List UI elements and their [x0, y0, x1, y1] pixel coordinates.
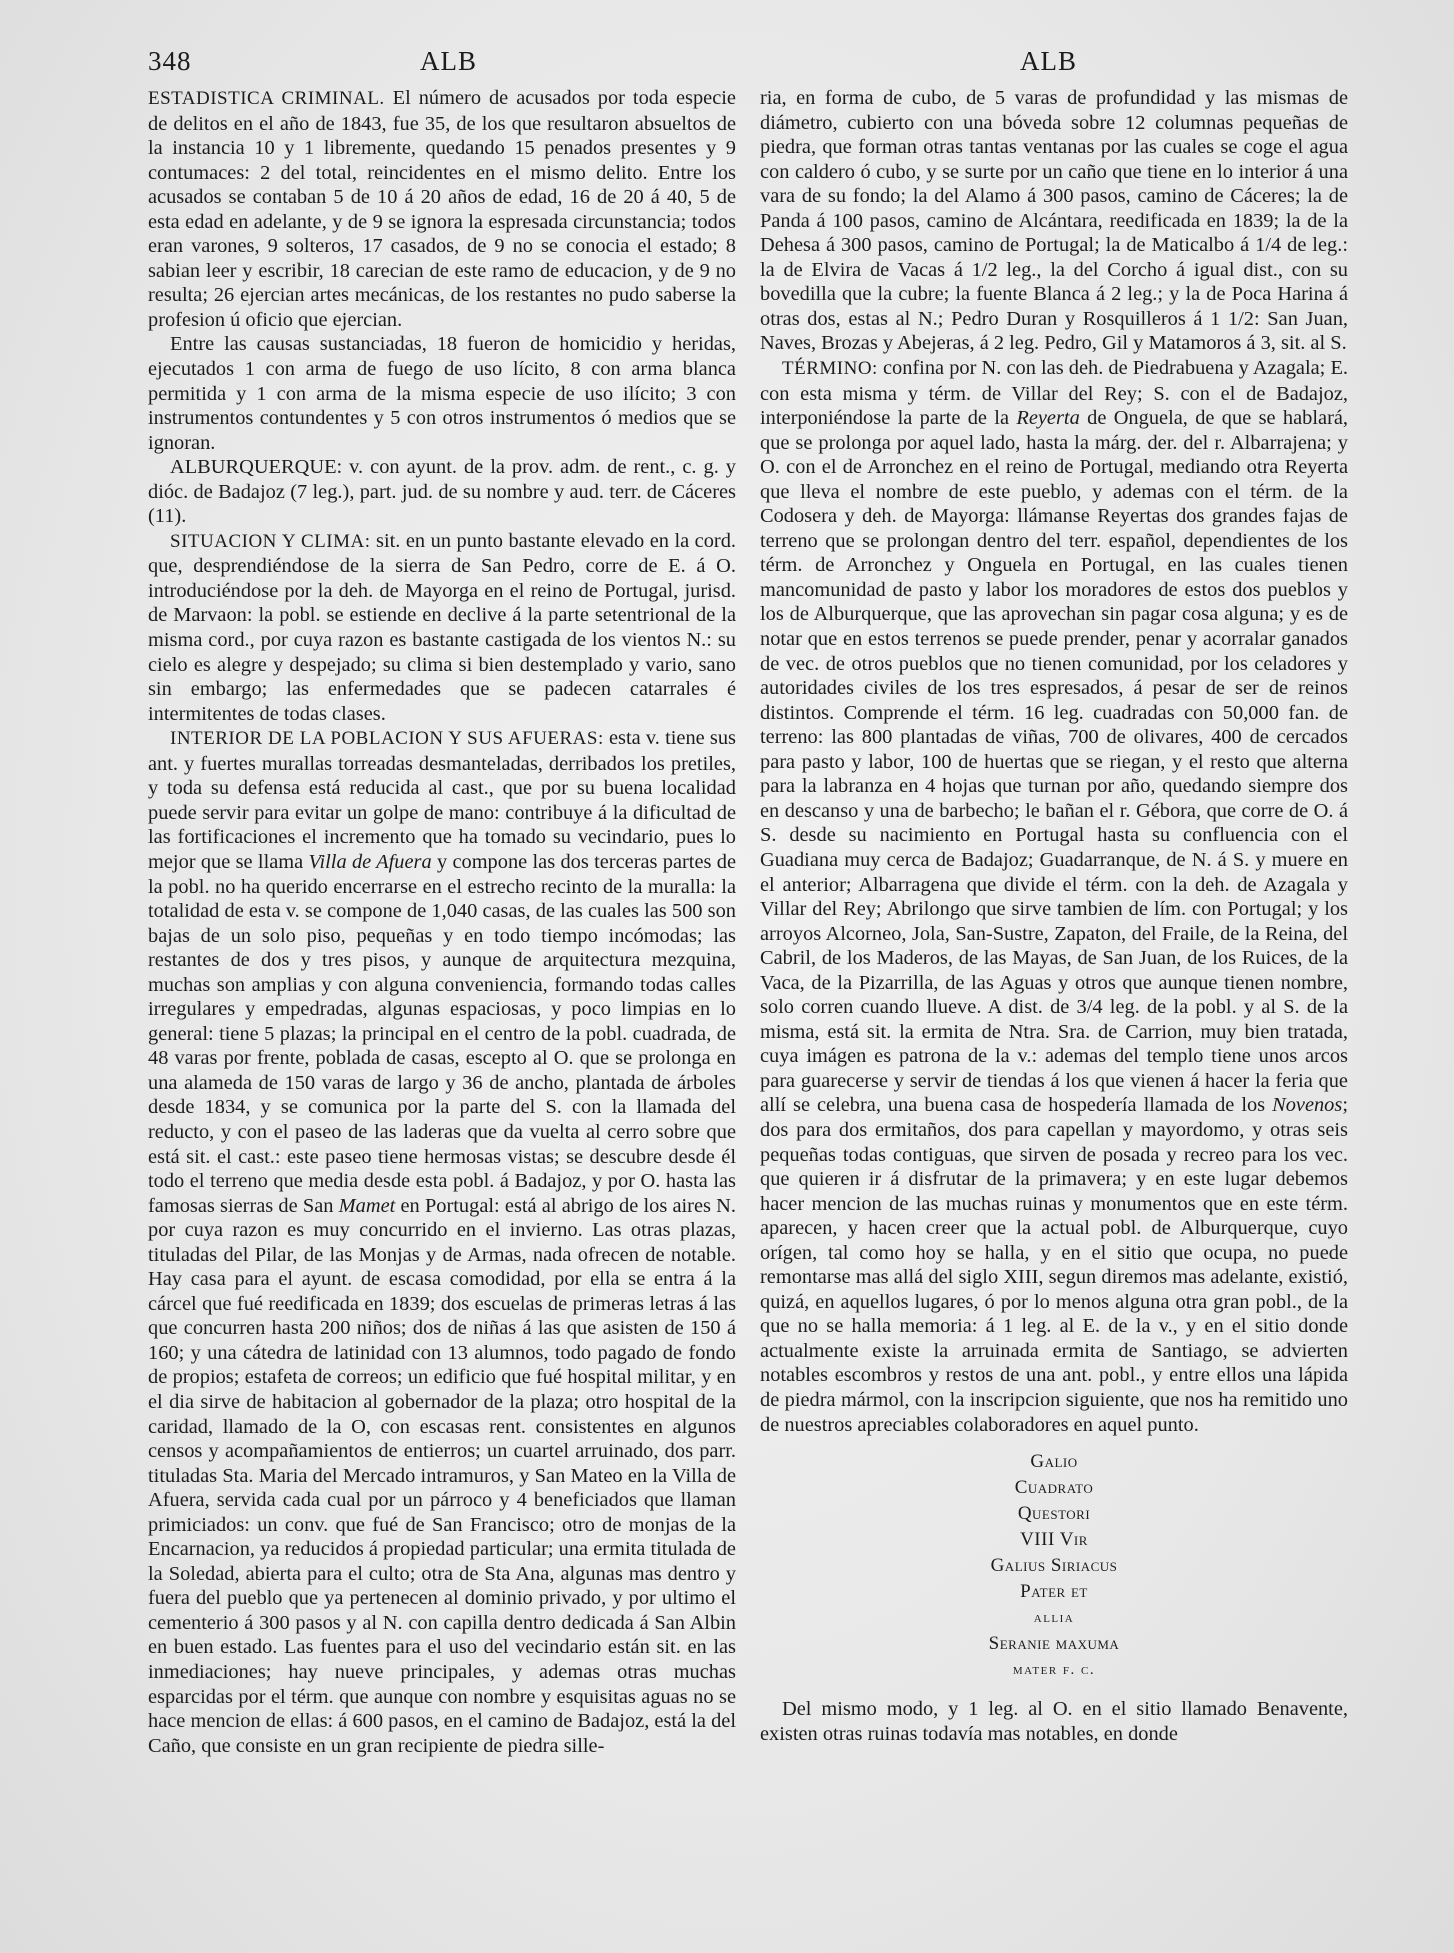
italic-term: Reyerta [1016, 407, 1080, 430]
inscription [760, 1449, 1348, 1683]
left-column [148, 86, 736, 1758]
inscription-line: Questori [1017, 1503, 1091, 1525]
italic-term: Villa de Afuera [308, 850, 432, 873]
paragraph-fuentes: ria, en forma de cubo, de 5 varas de profundidad y las mismas de diámetro, cubierto con una bóveda sobre 12 columnas pequeñas de piedra, que forman otras tantas ventanas por las cuales se coge el agua con caldero ó cubo, y se surte por un caño que tiene en lo interior á una vara de su fondo; la del Alamo á 300 pasos, camino de Cáceres; la de Panda á 100 pasos, camino de Alcántara, reedificada en 1839; la de la Dehesa á 300 pasos, camino de Portugal; la de Maticalbo á 1/4 de leg.: la de Elvira de Vacas á 1/2 leg., la del Corcho á igual dist., con su bovedilla que la cubre; la fuente Blanca á 2 leg.; y la de Poca Harina á otras dos, estas al N.; Pedro Duran y Rosquilleros á 1 1/2: San Juan, Naves, Brozas y Abejeras, á 2 leg. Pedro, Gil y Matamoros á 3, sit. al S. [760, 87, 1348, 355]
right-column [760, 86, 1348, 1746]
entry-alburquerque [148, 455, 736, 529]
paragraph-text: y compone las dos terceras partes de la pobl. no ha querido encerrarse en el estrecho recinto de la muralla: la totalidad de esta v. se compone de 1,040 casas, de las cuales las 500 son bajas de un solo piso, pequeñas y en todo tiempo incómodas; las restantes de dos y tres pisos, y aunque de arquitectura mezquina, muchas son amplias y con alguna conveniencia, formando todas calles irregulares y empedradas, algunas espaciosas, y poco limpias en lo general: tiene 5 plazas; la principal en el centro de la pobl. cuadrada, de 48 varas por frente, poblada de casas, escepto al O. que se prolonga en una alameda de 150 varas de largo y 36 de ancho, plantada de árboles desde 1834, y se comunica por la parte del S. con la llamada del reducto, y con el paseo de las laderas que da vuelta al cerro sobre que está sit. el cast.: este paseo tiene hermosas vistas; se descubre desde él todo el terreno que media desde esta pobl. á Badajoz, y por O. hasta las famosas sierras de San [148, 850, 737, 1217]
italic-term: Mamet [338, 1194, 396, 1217]
paragraph-causas: Entre las causas sustanciadas, 18 fueron de homicidio y heridas, ejecutados 1 con arma de fuego de uso lícito, 8 con arma blanca permitida y 1 con arma de la misma especie de uso ilícito; 3 con instrumentos contundentes y 5 con otros instrumentos ó medios que se ignoran. [148, 333, 736, 454]
paragraph-text: El número de acusados por toda especie de delitos en el año de 1843, fue 35, de los que resultaron absueltos de la instancia 10 y 1 libremente, quedando 15 penados presentes y 9 contumaces: 2 del total, reincidentes en el mismo delito. Entre los acusados se contaban 5 de 10 á 20 años de edad, 16 de 20 á 40, 5 de esta edad en adelante, y de 9 se ignora la espresada circunstancia; todos eran varones, 9 solteros, 17 casados, de 9 no se conocia el estado; 8 sabian leer y escribir, 18 carecian de este ramo de educacion, y de 9 no resulta; 26 ejercian artes mecánicas, de los restantes no pudo saberse la profesion ú oficio que ejercian. [148, 87, 736, 331]
entry-heading: ALBURQUERQUE: [170, 456, 343, 479]
inscription-line: Cuadrato [1014, 1477, 1094, 1499]
paragraph-text: ; dos para dos ermitaños, dos para capellan y mayordomo, y otras seis pequeñas todas contiguas, que sirven de posada y recreo para los vec. que quieren ir á disfrutar de la primavera; y en este lugar debemos hacer mencion de las muchas ruinas y monumentos que en este térm. aparecen, y hacen creer que la actual pobl. de Alburquerque, cuyo orígen, tal como hoy se halla, y en el sitio que ocupa, no puede remontarse mas allá del siglo XIII, segun diremos mas adelante, existió, quizá, en aquellos lugares, ó por lo menos alguna otra gran pobl., de la que no se halla memoria: á 1 leg. al E. de la v., y en el sitio donde actualmente existe la arruinada ermita de Santiago, se advierten notables escombros y restos de una ant. pobl., y entre ellos una lápida de piedra mármol, con la inscripcion siguiente, que nos ha remitido uno de nuestros apreciables colaboradores en aquel punto. [760, 1094, 1348, 1436]
inscription-line: mater f. c. [1012, 1662, 1096, 1679]
paragraph-text: esta v. tiene sus ant. y fuertes murallas torreadas desmanteladas, derribados los pretiles, y toda su defensa está reducida al cast., que por su buena localidad puede servir para evitar un golpe de mano: contribuye á la dificultad de las fortificaciones el incremento que ha tomado su vecindario, pues lo mejor que se llama [148, 727, 736, 873]
inscription-line: Pater et [1020, 1581, 1088, 1603]
paragraph-situacion [148, 529, 736, 726]
paragraph-interior [148, 726, 736, 1758]
paragraph-text: confina por N. con las deh. de Piedrabuena y Azagala; E. con esta misma y térm. de Villar del Rey; S. con el de Badajoz, interponiéndose la parte de la [760, 357, 1348, 430]
running-head-left: ALB [420, 46, 477, 76]
entry-text: v. con ayunt. de la prov. adm. de rent., c. g. y dióc. de Badajoz (7 leg.), part. jud. de su nombre y aud. terr. de Cáceres (11). [148, 456, 736, 528]
paragraph-text: sit. en un punto bastante elevado en la cord. que, desprendiéndose de la sierra de San Pedro, corre de E. á O. introduciéndose por la deh. de Mayorga en el reino de Portugal, jurisd. de Marvaon: la pobl. se estiende en declive á la parte setentrional de la misma cord., por cuya razon es bastante castigada de los vientos N.: su cielo es alegre y despejado; su clima si bien destemplado y vario, sano sin embargo; las enfermedades que se padecen catarrales é intermitentes de todas clases. [148, 529, 736, 725]
paragraph-text: de Onguela, de que se hablará, que se prolonga por aquel lado, hasta la márg. der. del r. Albarrajena; y O. con el de Arronchez en el reino de Portugal, mediando otra Reyerta que lleva el nombre de este pueblo, y ademas con el térm. de la Codosera y deh. de Mayorga: llámanse Reyertas dos grandes fajas de terreno que se prolongan dentro del terr. español, dependientes de los térm. de Arronchez y Onguela en Portugal, en las cuales tienen mancomunidad de pasto y labor los moradores de estos dos pueblos y los de Alburquerque, que las aprovechan sin pagar cosa alguna; y es de notar que en estos terrenos se puede prender, penar y acorralar ganados de vec. de otros pueblos que no tienen comunidad, por los celadores y autoridades civiles de los tres espresados, á pesar de ser de reinos distintos. Comprende el térm. 16 leg. cuadradas con 50,000 fan. de terreno: las 800 plantadas de viñas, 700 de olivares, 400 de cercados para pasto y labor, 100 de huertas que se riegan, y el resto que alterna para la labranza en 4 hojas que turnan por año, quedando siempre dos en descanso y una de barbecho; le bañan el r. Gébora, que corre de O. á S. desde su nacimiento en Portugal hasta su confluencia con el Guadiana muy cerca de Badajoz; Guadarranque, de N. á S. y muere en el anterior; Albarragena que divide el térm. con la deh. de Azagala y Villar del Rey; Abrilongo que sirve tambien de lím. con Portugal; y los arroyos Alcorneo, Jola, San-Sustre, Zapaton, del Fraile, de la Reina, del Cabril, de los Maderos, de las Mayas, de San Juan, de los Ruices, de la Vaca, de la Pizarrilla, de las Aguas y otros que aunque tienen nombre, solo corren cuando llueve. A dist. de 3/4 leg. de la pobl. y al S. de la misma, está sit. la ermita de Ntra. Sra. de Carrion, muy bien tratada, cuya imágen es patrona de la v.: ademas del templo tiene unos arcos para guarecerse y servir de tiendas á los que vienen á hacer la feria que allí se celebra, una buena casa de hospedería llamada de los [760, 407, 1349, 1117]
section-heading: TÉRMINO: [782, 358, 878, 380]
paragraph-termino [760, 356, 1348, 1437]
inscription-line: allia [1033, 1610, 1075, 1627]
inscription-line: Galio [1030, 1451, 1078, 1473]
italic-term: Novenos [1272, 1094, 1343, 1117]
paragraph-text: en Portugal: está al abrigo de los aires N. por cuya razon es muy concurrido en el invierno. Las otras plazas, tituladas del Pilar, de las Monjas y de Armas, nada ofrecen de notable. Hay casa para el ayunt. de escasa comodidad, por ella se entra á la cárcel que fué reedificada en 1839; dos escuelas de primeras letras á las que concurren hasta 200 niños; dos de niñas á las que asisten de 150 á 160; y una cátedra de latinidad con 13 alumnos, todo pagado de fondo de propios; estafeta de correos; un edificio que fué hospital militar, y en el dia sirve de habitacion al gobernador de la plaza; otro hospital de la caridad, llamado de la O, con escasas rent. consistentes en algunos censos y acompañamientos de entierros; un cuartel arruinado, dos parr. tituladas Sta. Maria del Mercado intramuros, y San Mateo en la Villa de Afuera, servida cada cual por un párroco y 4 beneficiados que llaman primiciados: un conv. que fué de San Francisco; otro de monjas de la Encarnacion, ya reducidos á propiedad particular; una ermita titulada de la Soledad, abierta para el culto; otra de Sta Ana, algunas mas dentro y fuera del pueblo que ya pertenecen al dominio privado, y por ultimo el cementerio á 300 pasos y al N. con capilla dentro dedicada á San Albin en buen estado. Las fuentes para el uso del vecindario están sit. en las inmediaciones; hay nueve principales, y ademas otras muchas esparcidas por el térm. que aunque con nombre y esquisitas aguas no se hace mencion de ellas: á 600 pasos, en el camino de Badajoz, está la del Caño, que consiste en un gran recipiente de piedra sille- [148, 1194, 736, 1757]
inscription-line: VIII Vir [1020, 1529, 1088, 1551]
running-head-right: ALB [1020, 46, 1077, 76]
section-heading: INTERIOR DE LA POBLACION Y SUS AFUERAS: [170, 728, 604, 750]
inscription-line: Seranie maxuma [988, 1633, 1120, 1655]
inscription-line: Galius Siriacus [990, 1555, 1118, 1577]
page-number: 348 [148, 46, 192, 76]
section-heading: ESTADISTICA CRIMINAL. [148, 88, 385, 109]
paragraph-benavente: Del mismo modo, y 1 leg. al O. en el sitio llamado Benavente, existen otras ruinas todavía mas notables, en donde [760, 1698, 1348, 1745]
paragraph-estadistica [148, 86, 736, 332]
section-heading: SITUACION Y CLIMA: [170, 530, 371, 552]
